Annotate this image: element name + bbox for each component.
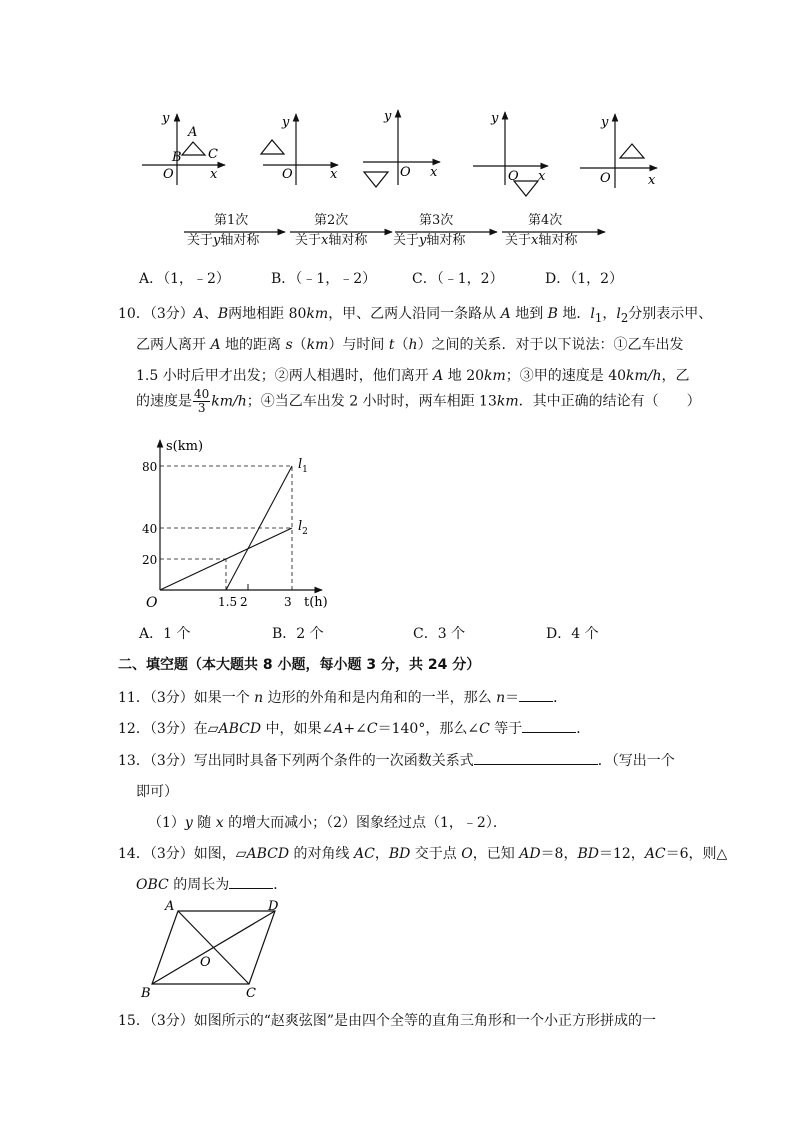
answer-blank[interactable] (519, 687, 553, 702)
origin-label: O (508, 169, 519, 184)
step-2-caption: 关于x轴对称 (295, 233, 368, 248)
axis-x-label: x (330, 167, 338, 182)
section-heading: 二、填空题（本大题共 8 小题，每小题 3 分，共 24 分） (118, 657, 481, 673)
parallelogram-figure (135, 896, 295, 1002)
q10-line-4: 的速度是 $\frac{40}{3}$ km/h；④当乙车出发 2 小时时，两车相距 13km．其中正确的结论有（ ） (136, 387, 701, 415)
point-b-label: B (172, 150, 182, 165)
speed-fraction: $\frac{40}{3}$ (194, 387, 210, 415)
step-1-caption: 关于y轴对称 (187, 233, 260, 248)
q12: 12．（3分）在▱ABCD 中，如果∠A+∠C＝140°，那么∠C 等于 ． (118, 718, 590, 738)
step-2-count: 第2次 (314, 213, 349, 228)
step-4-caption: 关于x轴对称 (505, 233, 578, 248)
diagonal-bd (152, 911, 275, 984)
q13-conditions: （1）y 随 x 的增大而减小；（2）图象经过点（1，﹣2）． (148, 815, 507, 831)
axis-y-label: y (162, 111, 170, 126)
graph-step1 (261, 114, 338, 185)
q10-option-b[interactable]: B．2 个 (272, 626, 324, 642)
step-3-caption: 关于y轴对称 (393, 233, 466, 248)
graph-step4 (580, 114, 657, 188)
x-tick-label: 2 (240, 595, 248, 609)
vertex-c-label: C (246, 986, 256, 1001)
origin-label: O (600, 171, 611, 186)
vertex-d-label: D (268, 899, 279, 914)
y-tick-label: 80 (142, 460, 158, 474)
x-axis-title: t(h) (304, 595, 328, 610)
y-tick-label: 20 (142, 553, 158, 567)
x-tick-label: 3 (284, 595, 292, 609)
x-tick-label: 1.5 (218, 595, 238, 609)
y-tick-label: 40 (142, 522, 158, 536)
q14-line-1: 14．（3分）如图，▱ABCD 的对角线 AC，BD 交于点 O，已知 AD＝8，BD＝12，AC＝6，则△ (118, 846, 728, 862)
origin-label: O (400, 165, 411, 180)
answer-blank[interactable] (522, 718, 576, 733)
origin-label: O (163, 167, 174, 182)
q9-option-a[interactable]: A．（1，﹣2） (139, 271, 230, 287)
center-o-label: O (200, 955, 211, 970)
q11: 11．（3分）如果一个 n 边形的外角和是内角和的一半，那么 n＝ ． (118, 687, 567, 707)
step-4-count: 第4次 (528, 213, 563, 228)
q10-line-3: 1.5 小时后甲才出发；②两人相遇时，他们离开 A 地 20km；③甲的速度是 40km/h，乙 (136, 368, 690, 384)
origin-label: O (146, 595, 158, 611)
vertex-b-label: B (141, 986, 151, 1001)
q9-option-c[interactable]: C．（﹣1，2） (412, 271, 504, 287)
vertex-a-label: A (165, 899, 175, 914)
q15-line-1: 15．（3分）如图所示的“赵爽弦图”是由四个全等的直角三角形和一个小正方形拼成的一 (118, 1013, 657, 1029)
point-a-label: A (188, 125, 198, 140)
axis-y-label: y (601, 115, 609, 130)
series-label: $l_1$ (298, 457, 308, 475)
axis-x-label: x (210, 167, 218, 182)
distance-time-chart (130, 430, 340, 620)
origin-label: O (282, 167, 293, 182)
axis-y-label: y (282, 115, 290, 130)
axis-y-label: y (384, 109, 392, 124)
axis-x-label: x (648, 173, 656, 188)
q10-line-1: 10．（3分）A、B两地相距 80km，甲、乙两人沿同一条路从 A 地到 B 地．$l_1$，$l_2$分别表示甲、 (118, 306, 713, 325)
q10-option-a[interactable]: A．1 个 (139, 626, 191, 642)
series-label: $l_2$ (298, 519, 308, 537)
q10-option-c[interactable]: C．3 个 (413, 626, 466, 642)
q9-option-d[interactable]: D．（1，2） (545, 271, 624, 287)
y-axis-title: s(km) (166, 439, 204, 454)
step-1-count: 第1次 (214, 213, 249, 228)
q13-line-2: 即可） (136, 784, 178, 800)
step-3-count: 第3次 (419, 213, 454, 228)
q13-line-1: 13．（3分）写出同时具备下列两个条件的一次函数关系式 ．（写出一个 (118, 750, 675, 770)
q10-option-d[interactable]: D．4 个 (546, 626, 599, 642)
q10-line-2: 乙两人离开 A 地的距离 s（km）与时间 t（h）之间的关系．对于以下说法：①乙车出发 (136, 337, 684, 353)
answer-blank[interactable] (229, 874, 273, 889)
axis-x-label: x (430, 165, 438, 180)
q9-option-b[interactable]: B．（﹣1，﹣2） (271, 271, 377, 287)
axis-x-label: x (538, 169, 546, 184)
point-c-label: C (208, 147, 218, 162)
axis-y-label: y (491, 111, 499, 126)
q14-line-2: OBC 的周长为 ． (136, 874, 287, 894)
answer-blank[interactable] (474, 750, 598, 765)
